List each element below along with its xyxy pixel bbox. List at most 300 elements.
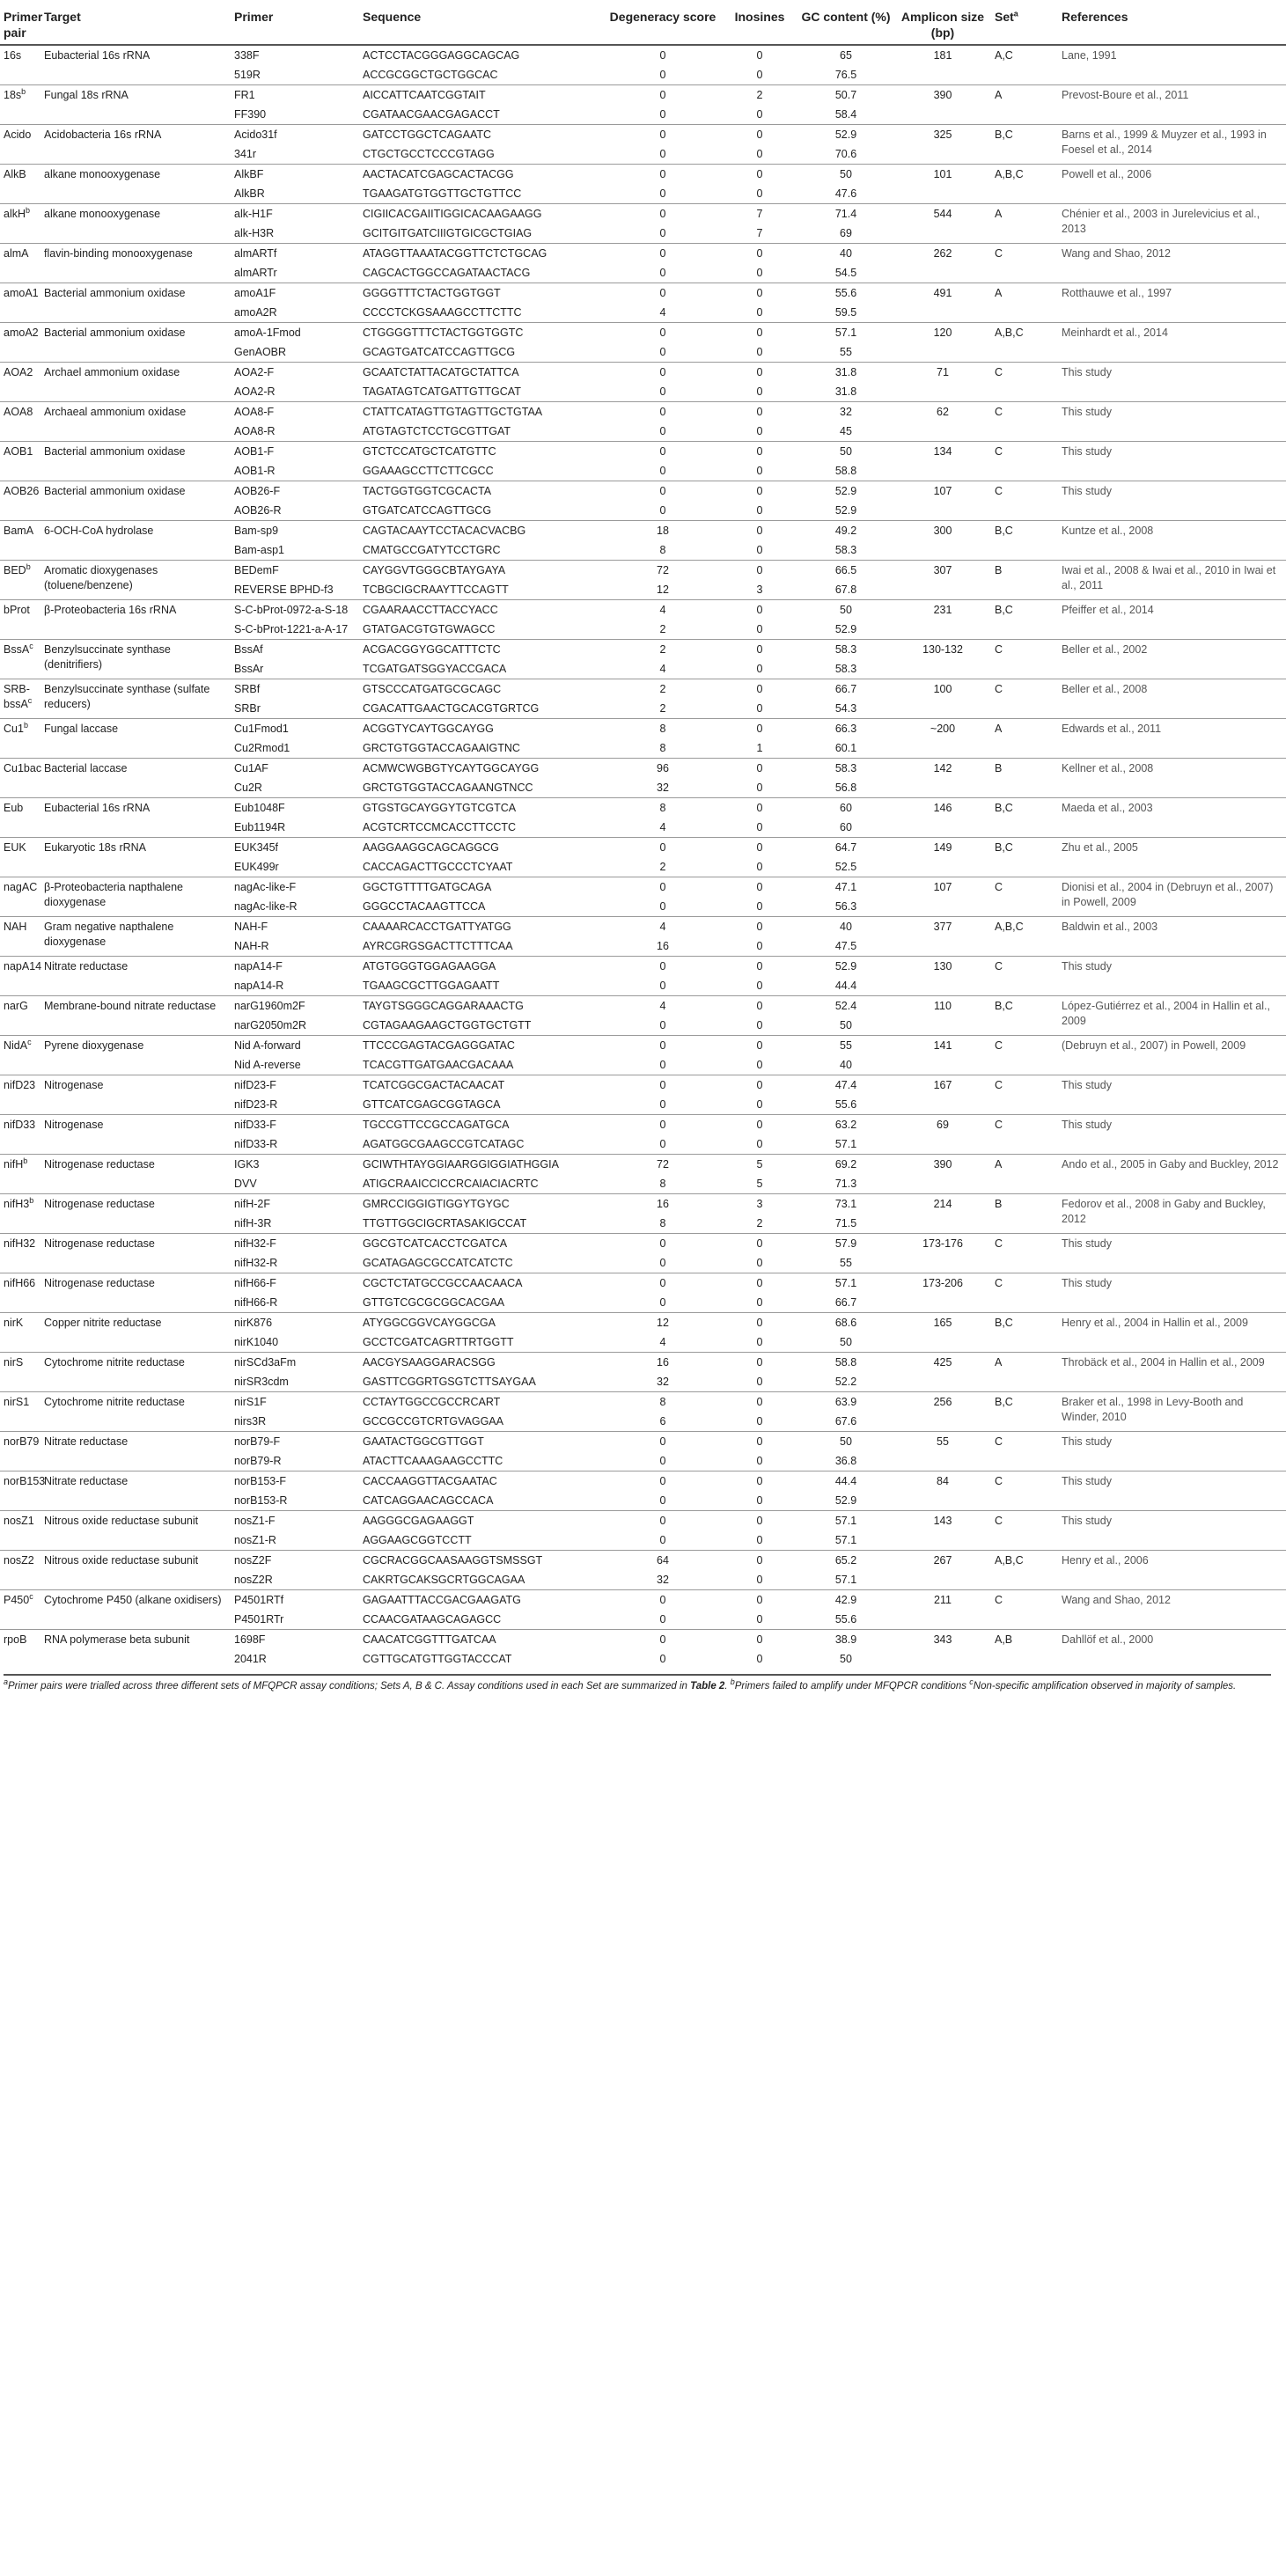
sequence-cell: CGTAGAAGAAGCTGGTGCTGTT	[363, 1019, 532, 1031]
sequence-cell: GGCTGTTTTGATGCAGA	[359, 877, 604, 898]
set-cell: A,B,C	[991, 323, 1058, 363]
set-cell: C	[991, 481, 1058, 521]
sequence-cell: CATCAGGAACAGCCACA	[363, 1494, 494, 1507]
set-cell: C	[991, 877, 1058, 917]
inosines-cell: 0	[722, 561, 797, 581]
reference-cell: Beller et al., 2008	[1058, 679, 1286, 719]
primer-name-cell: 2041R	[234, 1653, 267, 1665]
reference-cell: This study	[1058, 1511, 1286, 1551]
target-cell: Pyrene dioxygenase	[40, 1036, 231, 1075]
primer-name-cell: nosZ1-R	[234, 1534, 276, 1546]
primer-pair-footnote-mark: c	[29, 641, 33, 650]
inosines-cell: 0	[756, 1336, 763, 1348]
header-target: Target	[40, 0, 231, 45]
primer-name-cell: nifH66-R	[234, 1296, 278, 1309]
sequence-cell: CCAACGATAAGCAGAGCC	[363, 1613, 502, 1626]
inosines-cell: 0	[722, 1630, 797, 1650]
set-cell: C	[991, 1273, 1058, 1313]
sequence-cell: GCITGITGATCIIIGTGICGCTGIAG	[363, 227, 533, 239]
sequence-cell: ACTCCTACGGGAGGCAGCAG	[359, 45, 604, 65]
primer-pair-name: amoA2	[4, 327, 39, 339]
primer-name-cell: 338F	[231, 45, 359, 65]
inosines-cell: 0	[756, 148, 763, 160]
inosines-cell: 3	[756, 583, 763, 596]
set-cell: A,B,C	[991, 165, 1058, 204]
primer-pair-cell	[0, 640, 40, 679]
degeneracy-cell: 4	[604, 996, 722, 1016]
degeneracy-cell: 0	[604, 1075, 722, 1096]
inosines-cell: 0	[722, 1234, 797, 1254]
inosines-cell: 0	[756, 425, 763, 437]
gc-content-cell: 55.6	[834, 1098, 857, 1111]
degeneracy-cell: 0	[659, 267, 666, 279]
degeneracy-cell: 0	[604, 1630, 722, 1650]
primer-pair-cell	[0, 244, 40, 283]
target-cell: Nitrous oxide reductase subunit	[40, 1511, 231, 1551]
degeneracy-cell: 0	[659, 900, 666, 913]
inosines-cell: 0	[756, 900, 763, 913]
primer-pair-cell	[0, 125, 40, 165]
degeneracy-cell: 2	[659, 702, 666, 715]
degeneracy-cell: 0	[604, 165, 722, 185]
footnote-a-mark: a	[4, 1677, 9, 1687]
primer-name-cell: NAH-F	[231, 917, 359, 937]
sequence-cell: TCATCGGCGACTACAACAT	[359, 1075, 604, 1096]
primer-pair-name: P450	[4, 1594, 30, 1606]
degeneracy-cell: 0	[604, 1115, 722, 1135]
primer-pair-name: SRB-bssA	[4, 683, 30, 710]
degeneracy-cell: 2	[604, 640, 722, 660]
degeneracy-cell: 16	[604, 1194, 722, 1215]
sequence-cell: TTCCCGAGTACGAGGGATAC	[359, 1036, 604, 1056]
amplicon-size-cell: 71	[894, 363, 991, 402]
header-amplicon: Amplicon size (bp)	[894, 0, 991, 45]
primer-name-cell: REVERSE BPHD-f3	[234, 583, 334, 596]
gc-content-cell: 47.1	[797, 877, 894, 898]
table-row	[0, 283, 1286, 304]
inosines-cell: 0	[756, 1376, 763, 1388]
amplicon-size-cell: 130	[894, 957, 991, 996]
reference-cell: Lane, 1991	[1058, 45, 1286, 85]
primer-name-cell: AlkBF	[231, 165, 359, 185]
gc-content-cell: 57.9	[797, 1234, 894, 1254]
primer-name-cell: napA14-R	[234, 980, 284, 992]
primer-name-cell: almARTf	[231, 244, 359, 264]
sequence-cell: TCGATGATSGGYACCGACA	[363, 663, 507, 675]
header-inosines: Inosines	[722, 0, 797, 45]
sequence-cell: AAGGGCGAGAAGGT	[359, 1511, 604, 1531]
primer-pair-cell	[0, 679, 40, 719]
primer-pair-footnote-mark: c	[27, 1037, 32, 1046]
degeneracy-cell: 0	[604, 1273, 722, 1294]
primer-pair-cell	[0, 1630, 40, 1670]
inosines-cell: 0	[756, 504, 763, 517]
primer-pair-footnote-mark: b	[21, 86, 26, 96]
reference-cell: This study	[1058, 442, 1286, 481]
set-cell: B	[991, 759, 1058, 798]
degeneracy-cell: 64	[604, 1551, 722, 1571]
primer-name-cell: 519R	[234, 69, 261, 81]
inosines-cell: 0	[756, 465, 763, 477]
gc-content-cell: 42.9	[797, 1590, 894, 1611]
gc-content-cell: 64.7	[797, 838, 894, 858]
set-cell: C	[991, 1115, 1058, 1155]
sequence-cell: CTGGGGTTTCTACTGGTGGTC	[359, 323, 604, 343]
reference-cell: This study	[1058, 1234, 1286, 1273]
primer-pair-cell	[0, 1392, 40, 1432]
table-body	[0, 45, 1286, 1669]
target-cell: Archael ammonium oxidase	[40, 363, 231, 402]
amplicon-size-cell: 343	[894, 1630, 991, 1670]
inosines-cell: 1	[756, 742, 763, 754]
sequence-cell: ATYGGCGGVCAYGGCGA	[359, 1313, 604, 1333]
gc-content-cell: 36.8	[834, 1455, 857, 1467]
primer-name-cell: EUK499r	[234, 861, 279, 873]
gc-content-cell: 40	[797, 244, 894, 264]
degeneracy-cell: 0	[659, 1296, 666, 1309]
primer-pair-cell	[0, 1155, 40, 1194]
footnote-table-link[interactable]: Table 2	[690, 1681, 725, 1692]
header-references: References	[1058, 0, 1286, 45]
inosines-cell: 0	[722, 1471, 797, 1492]
header-set-label: Set	[995, 10, 1014, 24]
primer-pair-cell	[0, 165, 40, 204]
table-row	[0, 1590, 1286, 1611]
gc-content-cell: 31.8	[834, 385, 857, 398]
table-row	[0, 600, 1286, 620]
amplicon-size-cell: 142	[894, 759, 991, 798]
gc-content-cell: 50.7	[797, 85, 894, 106]
inosines-cell: 0	[722, 640, 797, 660]
degeneracy-cell: 0	[659, 1019, 666, 1031]
inosines-cell: 0	[756, 702, 763, 715]
sequence-cell: GRCTGTGGTACCAGAANGTNCC	[363, 782, 533, 794]
set-cell: A	[991, 1353, 1058, 1392]
primer-pair-name: nosZ2	[4, 1554, 34, 1567]
table-row	[0, 323, 1286, 343]
inosines-cell: 0	[756, 1059, 763, 1071]
primer-name-cell: amoA-1Fmod	[231, 323, 359, 343]
primer-name-cell: 341r	[234, 148, 257, 160]
reference-cell: Rotthauwe et al., 1997	[1058, 283, 1286, 323]
sequence-cell: ATGTGGGTGGAGAAGGA	[359, 957, 604, 977]
gc-content-cell: 55.6	[834, 1613, 857, 1626]
gc-content-cell: 55	[797, 1036, 894, 1056]
sequence-cell: TCACGTTGATGAACGACAAA	[363, 1059, 514, 1071]
amplicon-size-cell: 262	[894, 244, 991, 283]
gc-content-cell: 58.3	[834, 544, 857, 556]
gc-content-cell: 69.2	[797, 1155, 894, 1175]
degeneracy-cell: 0	[659, 1257, 666, 1269]
inosines-cell: 0	[722, 600, 797, 620]
table-row	[0, 521, 1286, 541]
primer-pair-cell	[0, 1353, 40, 1392]
gc-content-cell: 32	[797, 402, 894, 422]
degeneracy-cell: 16	[604, 1353, 722, 1373]
degeneracy-cell: 0	[604, 1471, 722, 1492]
primer-pair-footnote-mark: b	[23, 1156, 28, 1165]
reference-cell: Kuntze et al., 2008	[1058, 521, 1286, 561]
target-cell: Membrane-bound nitrate reductase	[40, 996, 231, 1036]
degeneracy-cell: 0	[659, 1494, 666, 1507]
primer-name-cell: Nid A-reverse	[234, 1059, 301, 1071]
degeneracy-cell: 0	[604, 323, 722, 343]
reference-cell: This study	[1058, 1075, 1286, 1115]
primer-name-cell: nirK1040	[234, 1336, 279, 1348]
gc-content-cell: 47.4	[797, 1075, 894, 1096]
amplicon-size-cell: 62	[894, 402, 991, 442]
primer-name-cell: Bam-asp1	[234, 544, 284, 556]
gc-content-cell: 52.9	[797, 125, 894, 145]
primer-pair-name: AOA8	[4, 406, 33, 418]
table-row	[0, 481, 1286, 502]
primer-pair-cell	[0, 85, 40, 125]
inosines-cell: 0	[722, 759, 797, 779]
inosines-cell: 0	[756, 1138, 763, 1150]
primer-pair-footnote-mark: b	[26, 561, 31, 571]
inosines-cell: 7	[756, 227, 763, 239]
degeneracy-cell: 4	[659, 306, 666, 319]
table-row	[0, 1115, 1286, 1135]
target-cell: Nitrogenase reductase	[40, 1273, 231, 1313]
primer-name-cell: AOA8-F	[231, 402, 359, 422]
gc-content-cell: 52.9	[797, 957, 894, 977]
sequence-cell: ACGTCRTCCMCACCTTCCTC	[363, 821, 517, 833]
primer-pair-cell	[0, 1590, 40, 1630]
inosines-cell: 0	[722, 917, 797, 937]
primer-pair-cell	[0, 521, 40, 561]
inosines-cell: 5	[756, 1178, 763, 1190]
primer-name-cell: nifH32-F	[231, 1234, 359, 1254]
table-row	[0, 798, 1286, 818]
target-cell: Cytochrome P450 (alkane oxidisers)	[40, 1590, 231, 1630]
sequence-cell: AACGYSAAGGARACSGG	[359, 1353, 604, 1373]
target-cell: Bacterial ammonium oxidase	[40, 442, 231, 481]
reference-cell: Iwai et al., 2008 & Iwai et al., 2010 in Iwai et al., 2011	[1058, 561, 1286, 600]
reference-cell: Meinhardt et al., 2014	[1058, 323, 1286, 363]
amplicon-size-cell: 69	[894, 1115, 991, 1155]
gc-content-cell: 47.5	[834, 940, 857, 952]
primer-pair-footnote-mark: b	[29, 1195, 34, 1205]
gc-content-cell: 57.1	[834, 1138, 857, 1150]
degeneracy-cell: 8	[604, 1392, 722, 1413]
table-row	[0, 838, 1286, 858]
degeneracy-cell: 0	[659, 385, 666, 398]
degeneracy-cell: 0	[604, 1036, 722, 1056]
gc-content-cell: 65.2	[797, 1551, 894, 1571]
primer-name-cell: alk-H1F	[231, 204, 359, 224]
amplicon-size-cell: 307	[894, 561, 991, 600]
primer-pair-footnote-mark: b	[23, 720, 28, 730]
degeneracy-cell: 0	[604, 283, 722, 304]
table-row	[0, 1155, 1286, 1175]
primer-name-cell: Bam-sp9	[231, 521, 359, 541]
primer-pair-cell	[0, 1234, 40, 1273]
primer-pair-name: nifH3	[4, 1198, 30, 1210]
target-cell: Nitrate reductase	[40, 957, 231, 996]
gc-content-cell: 58.3	[797, 640, 894, 660]
gc-content-cell: 69	[840, 227, 852, 239]
inosines-cell: 0	[722, 1392, 797, 1413]
gc-content-cell: 60.1	[834, 742, 857, 754]
inosines-cell: 0	[722, 521, 797, 541]
amplicon-size-cell: 256	[894, 1392, 991, 1432]
primer-name-cell: nirs3R	[234, 1415, 267, 1427]
sequence-cell: CTGCTGCCTCCCGTAGG	[363, 148, 495, 160]
target-cell: Bacterial ammonium oxidase	[40, 481, 231, 521]
primer-name-cell: EUK345f	[231, 838, 359, 858]
degeneracy-cell: 8	[604, 719, 722, 739]
amplicon-size-cell: 267	[894, 1551, 991, 1590]
target-cell: Copper nitrite reductase	[40, 1313, 231, 1353]
inosines-cell: 2	[756, 1217, 763, 1229]
set-cell: B,C	[991, 600, 1058, 640]
inosines-cell: 0	[722, 1036, 797, 1056]
gc-content-cell: 52.9	[834, 1494, 857, 1507]
primer-pair-cell	[0, 1194, 40, 1234]
degeneracy-cell: 0	[659, 227, 666, 239]
sequence-cell: CMATGCCGATYTCCTGRC	[363, 544, 501, 556]
inosines-cell: 0	[756, 940, 763, 952]
set-cell: C	[991, 1511, 1058, 1551]
sequence-cell: CAAAARCACCTGATTYATGG	[359, 917, 604, 937]
inosines-cell: 0	[722, 996, 797, 1016]
gc-content-cell: 31.8	[797, 363, 894, 383]
gc-content-cell: 52.2	[834, 1376, 857, 1388]
inosines-cell: 0	[722, 719, 797, 739]
primer-pair-cell	[0, 1471, 46, 1511]
primer-name-cell: Cu2Rmod1	[234, 742, 290, 754]
primer-pair-name: nifH	[4, 1158, 24, 1171]
primer-name-cell: AlkBR	[234, 187, 265, 200]
primer-name-cell: napA14-F	[231, 957, 359, 977]
reference-cell: This study	[1058, 402, 1286, 442]
gc-content-cell: 71.5	[834, 1217, 857, 1229]
sequence-cell: GGGCCTACAAGTTCCA	[363, 900, 486, 913]
table-row	[0, 1036, 1286, 1056]
degeneracy-cell: 8	[659, 544, 666, 556]
footnote-c-mark: c	[969, 1677, 974, 1687]
primer-name-cell: BEDemF	[231, 561, 359, 581]
sequence-cell: AGGAAGCGGTCCTT	[363, 1534, 472, 1546]
target-cell: 6-OCH-CoA hydrolase	[40, 521, 231, 561]
sequence-cell: GCATAGAGCGCCATCATCTC	[363, 1257, 513, 1269]
gc-content-cell: 56.3	[834, 900, 857, 913]
sequence-cell: CCTAYTGGCCGCCRCART	[359, 1392, 604, 1413]
degeneracy-cell: 0	[604, 838, 722, 858]
reference-cell: Wang and Shao, 2012	[1058, 244, 1286, 283]
table-row	[0, 1234, 1286, 1254]
sequence-cell: TTGTTGGCIGCRTASAKIGCCAT	[363, 1217, 527, 1229]
primer-pair-cell	[0, 1313, 40, 1353]
target-cell: Cytochrome nitrite reductase	[40, 1353, 231, 1392]
inosines-cell: 0	[722, 877, 797, 898]
set-cell: A	[991, 1155, 1058, 1194]
gc-content-cell: 58.3	[797, 759, 894, 779]
primer-name-cell: Eub1194R	[234, 821, 286, 833]
degeneracy-cell: 2	[659, 623, 666, 635]
primer-pair-name: nifD33	[4, 1119, 36, 1131]
primer-pair-name: NAH	[4, 921, 27, 933]
sequence-cell: GGGGTTTCTACTGGTGGT	[359, 283, 604, 304]
target-cell: Nitrogenase	[40, 1075, 231, 1115]
set-cell: A,B,C	[991, 917, 1058, 957]
inosines-cell: 0	[756, 1574, 763, 1586]
primer-pair-name: Cu1	[4, 723, 24, 735]
sequence-cell: GATCCTGGCTCAGAATC	[359, 125, 604, 145]
set-cell: B	[991, 561, 1058, 600]
inosines-cell: 0	[756, 1296, 763, 1309]
sequence-cell: CACCAGACTTGCCCTCYAAT	[363, 861, 513, 873]
gc-content-cell: 50	[797, 165, 894, 185]
primer-pair-footnote-mark: c	[29, 1591, 33, 1601]
degeneracy-cell: 0	[659, 980, 666, 992]
degeneracy-cell: 0	[604, 1590, 722, 1611]
table-row	[0, 85, 1286, 106]
primer-pair-name: nosZ1	[4, 1515, 34, 1527]
sequence-cell: ACGGTYCAYTGGCAYGG	[359, 719, 604, 739]
gc-content-cell: 66.7	[797, 679, 894, 700]
target-cell: Fungal laccase	[40, 719, 231, 759]
table-row	[0, 165, 1286, 185]
gc-content-cell: 66.5	[797, 561, 894, 581]
primer-name-cell: Eub1048F	[231, 798, 359, 818]
sequence-cell: GAGAATTTACCGACGAAGATG	[359, 1590, 604, 1611]
inosines-cell: 0	[722, 957, 797, 977]
gc-content-cell: 60	[840, 821, 852, 833]
reference-cell: This study	[1058, 481, 1286, 521]
footnote-a-text: Primer pairs were trialled across three different sets of MFQPCR assay conditions; Sets A, B & C. Assay conditions used in each Set are summarized in	[8, 1681, 687, 1692]
target-cell: flavin-binding monooxygenase	[40, 244, 231, 283]
target-cell: Benzylsuccinate synthase (sulfate reducers)	[40, 679, 231, 719]
sequence-cell: GTGSTGCAYGGYTGTCGTCA	[359, 798, 604, 818]
primer-pair-name: NidA	[4, 1039, 28, 1052]
primer-name-cell: nifD33-R	[234, 1138, 278, 1150]
degeneracy-cell: 72	[604, 561, 722, 581]
gc-content-cell: 50	[840, 1653, 852, 1665]
sequence-cell: GTSCCCATGATGCGCAGC	[359, 679, 604, 700]
primer-pair-cell	[0, 45, 40, 85]
reference-cell: Maeda et al., 2003	[1058, 798, 1286, 838]
target-cell: Nitrate reductase	[40, 1471, 231, 1511]
inosines-cell: 0	[756, 108, 763, 121]
table-row	[0, 561, 1286, 581]
inosines-cell: 0	[756, 782, 763, 794]
inosines-cell: 0	[756, 861, 763, 873]
primer-name-cell: nifH-2F	[231, 1194, 359, 1215]
primer-name-cell: norB153-F	[231, 1471, 359, 1492]
primer-name-cell: Cu2R	[234, 782, 262, 794]
gc-content-cell: 57.1	[797, 323, 894, 343]
table-row	[0, 1432, 1286, 1452]
amplicon-size-cell: 165	[894, 1313, 991, 1353]
target-cell: Bacterial ammonium oxidase	[40, 283, 231, 323]
header-gc: GC content (%)	[797, 0, 894, 45]
primer-pair-name: BssA	[4, 643, 30, 656]
set-cell: C	[991, 402, 1058, 442]
primer-name-cell: AOA2-R	[234, 385, 276, 398]
inosines-cell: 0	[756, 623, 763, 635]
inosines-cell: 0	[756, 1455, 763, 1467]
primer-name-cell: almARTr	[234, 267, 277, 279]
inosines-cell: 7	[722, 204, 797, 224]
footnote-b-text: Primers failed to amplify under MFQPCR conditions	[734, 1681, 967, 1692]
reference-cell: Henry et al., 2004 in Hallin et al., 2009	[1058, 1313, 1286, 1353]
footnote-b-mark: b	[730, 1677, 735, 1687]
set-cell: C	[991, 1590, 1058, 1630]
degeneracy-cell: 0	[604, 442, 722, 462]
table-row	[0, 1353, 1286, 1373]
